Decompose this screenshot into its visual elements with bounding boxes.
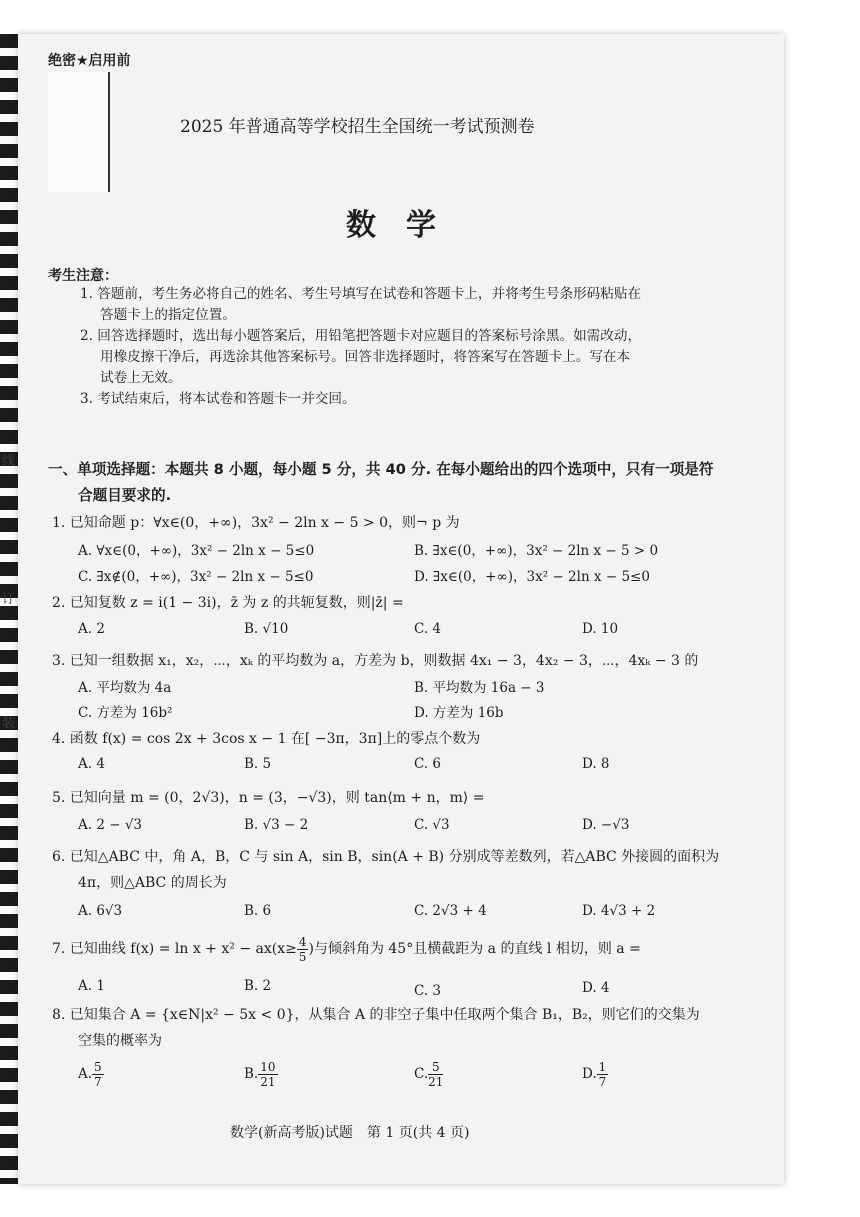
question-7-stem-part-1: 7. 已知曲线 f(x) = ln x + x² − ax <box>52 941 272 957</box>
question-5-stem: 5. 已知向量 m = (0，2√3)，n = (3，−√3)，则 tan⟨m + n，m⟩ = <box>52 790 485 806</box>
question-2-option-d: D. 10 <box>582 621 619 637</box>
notice-list <box>80 284 641 410</box>
notice-item-2-line-2: 用橡皮擦干净后，再选涂其他答案标号。回答非选择题时，将答案写在答题卡上。写在本 <box>100 349 631 365</box>
question-6-stem-line-2: 4π，则△ABC 的周长为 <box>78 875 227 891</box>
question-7-condition-tail: ) <box>308 941 314 957</box>
question-8-option-c-numerator: 5 <box>428 1060 443 1075</box>
question-7-fraction-denominator: 5 <box>298 949 307 964</box>
question-5-option-a: A. 2 − √3 <box>78 817 143 833</box>
question-6-option-a: A. 6√3 <box>78 903 123 919</box>
question-1-option-d: D. ∃x∈(0，+∞)，3x² − 2ln x − 5≤0 <box>414 569 650 585</box>
question-8-option-c <box>414 1060 443 1089</box>
question-8-option-d-denominator: 7 <box>598 1075 607 1089</box>
question-1-stem: 1. 已知命题 p：∀x∈(0，+∞)，3x² − 2ln x − 5 > 0，则¬ p 为 <box>52 515 460 531</box>
binding-strip <box>0 34 18 1184</box>
section-heading-line-1: 一、单项选择题：本题共 8 小题，每小题 5 分，共 40 分. 在每小题给出的四个选项中，只有一项是符 <box>48 461 714 478</box>
notice-item-2-line-1: 2. 回答选择题时，选出每小题答案后，用铅笔把答题卡对应题目的答案标号涂黑。如需改动， <box>80 328 642 344</box>
binding-mark-xian: 线 <box>2 454 16 469</box>
question-6-option-b: B. 6 <box>244 903 272 919</box>
question-3-option-b: B. 平均数为 16a − 3 <box>414 680 545 696</box>
question-4-option-d: D. 8 <box>582 756 610 772</box>
question-8-option-b <box>244 1060 278 1089</box>
question-1-option-b: B. ∃x∈(0，+∞)，3x² − 2ln x − 5 > 0 <box>414 543 659 559</box>
question-2-option-b: B. √10 <box>244 621 289 637</box>
question-8-option-a-fraction <box>92 1060 104 1089</box>
secret-label: 绝密★启用前 <box>48 53 131 69</box>
question-6-option-c: C. 2√3 + 4 <box>414 903 487 919</box>
question-8-option-c-denominator: 21 <box>428 1075 444 1089</box>
question-8-option-d-numerator: 1 <box>598 1060 607 1074</box>
question-5-option-b: B. √3 − 2 <box>244 817 309 833</box>
question-8-option-b-fraction <box>258 1060 277 1089</box>
question-8-option-d-fraction <box>597 1060 609 1089</box>
question-7-option-a: A. 1 <box>78 978 105 994</box>
question-3-stem: 3. 已知一组数据 x₁，x₂，⋯，xₖ 的平均数为 a，方差为 b，则数据 4x₁ − 3，4x₂ − 3，⋯，4xₖ − 3 的 <box>52 653 699 669</box>
section-heading-line-2: 合题目要求的. <box>78 487 172 504</box>
binding-mark-ding: 订 <box>2 592 16 607</box>
question-4-option-b: B. 5 <box>244 756 272 772</box>
question-8-option-a-numerator: 5 <box>94 1060 102 1074</box>
question-3-option-d: D. 方差为 16b <box>414 705 504 721</box>
question-8-stem-line-1: 8. 已知集合 A = {x∈N|x² − 5x < 0}，从集合 A 的非空子集中任取两个集合 B₁，B₂，则它们的交集为 <box>52 1007 700 1023</box>
question-6-option-d: D. 4√3 + 2 <box>582 903 656 919</box>
question-8-option-b-numerator: 10 <box>260 1060 276 1074</box>
question-7-condition-lead: (x≥ <box>271 941 297 957</box>
question-7-option-d: D. 4 <box>582 980 610 996</box>
question-8-option-b-denominator: 21 <box>260 1075 276 1089</box>
notice-item-3-line-1: 3. 考试结束后，将本试卷和答题卡一并交回。 <box>80 391 356 407</box>
question-8-option-d-label: D. <box>582 1066 597 1082</box>
question-2-option-c: C. 4 <box>414 621 442 637</box>
question-7-fraction <box>297 935 309 964</box>
notice-item-1-line-1: 1. 答题前，考生务必将自己的姓名、考生号填写在试卷和答题卡上，并将考生号条形码粘贴在 <box>80 286 642 302</box>
question-3-option-c: C. 方差为 16b² <box>78 705 173 721</box>
subject-title: 数学 <box>346 208 466 243</box>
question-1-option-c: C. ∃x∉(0，+∞)，3x² − 2ln x − 5≤0 <box>78 569 314 585</box>
question-2-option-a: A. 2 <box>78 621 105 637</box>
exam-title: 2025 年普通高等学校招生全国统一考试预测卷 <box>180 117 535 137</box>
question-1-option-a: A. ∀x∈(0，+∞)，3x² − 2ln x − 5≤0 <box>78 543 315 559</box>
question-6-stem-line-1: 6. 已知△ABC 中，角 A，B，C 与 sin A，sin B，sin(A + B) 分别成等差数列，若△ABC 外接圆的面积为 <box>52 849 720 865</box>
question-7-stem-part-2: 与倾斜角为 45°且横截距为 a 的直线 l 相切，则 a = <box>313 941 641 957</box>
page-footer: 数学(新高考版)试题 第 1 页(共 4 页) <box>230 1125 470 1141</box>
question-4-option-c: C. 6 <box>414 756 442 772</box>
question-8-option-a <box>78 1060 104 1089</box>
question-8-option-a-label: A. <box>78 1066 93 1082</box>
question-8-stem-line-2: 空集的概率为 <box>78 1033 162 1049</box>
notice-item-1-line-2: 答题卡上的指定位置。 <box>100 307 236 323</box>
binding-mark-zhuang: 装 <box>2 716 16 731</box>
question-8-option-b-label: B. <box>244 1066 259 1082</box>
question-5-option-c: C. √3 <box>414 817 450 833</box>
question-7-option-b: B. 2 <box>244 978 272 994</box>
question-8-option-d <box>582 1060 608 1089</box>
question-8-option-c-fraction <box>428 1060 443 1089</box>
question-7-stem <box>52 934 641 964</box>
notice-item-2-line-3: 试卷上无效。 <box>100 370 182 386</box>
notice-title: 考生注意： <box>48 268 118 284</box>
barcode-sticker-area <box>48 72 110 192</box>
question-7-fraction-numerator: 4 <box>298 934 307 949</box>
question-4-stem: 4. 函数 f(x) = cos 2x + 3cos x − 1 在[ −3π，3π]上的零点个数为 <box>52 731 481 747</box>
question-5-option-d: D. −√3 <box>582 817 630 833</box>
question-2-stem: 2. 已知复数 z = i(1 − 3i)，z̄ 为 z 的共轭复数，则|z̄| = <box>52 595 404 611</box>
question-4-option-a: A. 4 <box>78 756 105 772</box>
question-8-option-c-label: C. <box>414 1066 429 1082</box>
question-7-option-c: C. 3 <box>414 983 442 999</box>
question-3-option-a: A. 平均数为 4a <box>78 680 172 696</box>
question-8-option-a-denominator: 7 <box>94 1075 102 1089</box>
